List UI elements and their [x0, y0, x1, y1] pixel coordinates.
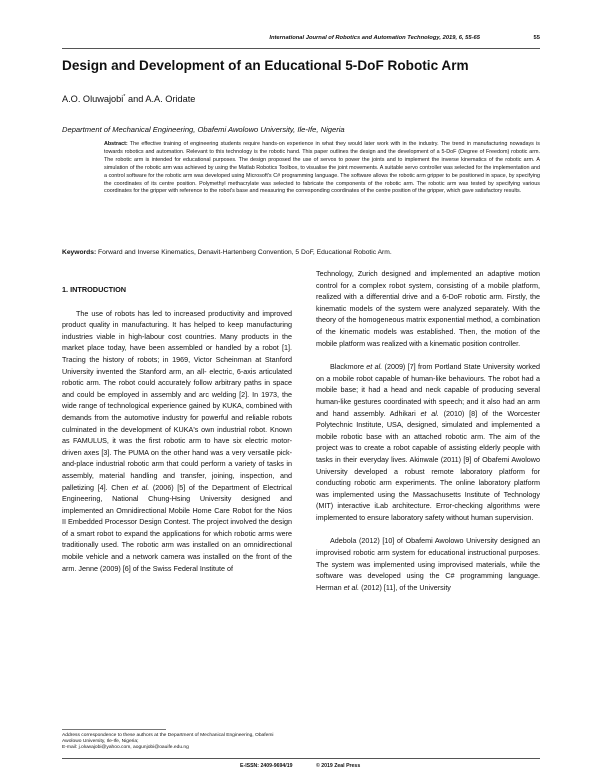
keywords-label: Keywords: [62, 249, 97, 256]
body-column-left [62, 284, 292, 574]
author-rest: and A.A. Oridate [125, 94, 196, 105]
abstract-label: Abstract: [104, 141, 128, 147]
section-heading-introduction: 1. INTRODUCTION [62, 285, 127, 294]
footnote-email: E-mail: j.oluwajobi@yahoo.com, aogunjobi@oauife.edu.ng [62, 745, 189, 751]
paragraph-text: Adebola (2012) [10] of Obafemi Awolowo University designed an improvised robotic arm system for educational instructional purposes. The system was implemented using improvised materials, while the software was developed using the C# programming language. Herman [316, 536, 540, 592]
footer-publisher: © 2019 Zeal Press [316, 763, 361, 769]
affiliation: Department of Mechanical Engineering, Obafemi Awolowo University, Ile-Ife, Nigeria [62, 125, 345, 134]
paragraph-text: (2012) [11], of the University [359, 582, 451, 592]
journal-citation: International Journal of Robotics and Automation Technology, 2019, 6, 55-65 [269, 35, 480, 41]
paragraph-text: (2006) [5] of the Department of Electrical Engineering, National Chung-Hsing University designed and implemented an Omnidirectional Mobile Home Care Robot for the Nios II Embedded Processor Design Contest. The project involved the design of a smart robot to expand the applications for which robotic arms were traditionally used. The robotic arm was installed on an omnidirectional mobile vehicle and a network camera was installed on the front of the arm. Jenne (2009) [6] of the Swiss Federal Institute of [62, 482, 292, 573]
page-number: 55 [533, 35, 540, 41]
paragraph-text: The use of robots has led to increased productivity and improved product quality in manufacturing. It has helped to keep manufacturing industries viable in high-labour cost countries. Many products in the market place today, have been assembled or handled by a robot [1]. Tracing the history of robots; in 1969, Victor Scheinman at Stanford University invented the Stanford arm, an all- electric, 6-axis articulated robotic arm. The robot could accurately follow arbitrary paths in space and could be employed in assembly and arc welding [2]. In 1973, the wide range of technological experience gained by KUKA, combined with demands from the automotive industry for powerful and reliable robots culminated in the development of KUKA's own industrial robot. Known as FAMULUS, it was the first robotic arm to have six electric motor-driven axes [3]. The PUMA on the other hand was a very versatile pick-and-place industrial robotic arm that could perform a variety of tasks in assembly, material handling and transfer, joining, inspection, and palletizing [4]. Chen [62, 308, 292, 492]
corresponding-marker: * [123, 94, 126, 100]
paragraph-intro-4 [316, 535, 540, 593]
running-header [62, 35, 540, 47]
et-al-italic: et al. [343, 582, 360, 592]
abstract [104, 141, 540, 196]
paragraph-intro-3 [316, 361, 540, 523]
footnote-rule [62, 729, 166, 730]
et-al-italic: et al. [132, 482, 150, 492]
author-list [62, 94, 195, 104]
body-column-right [316, 268, 540, 593]
correspondence-footnote [62, 733, 292, 752]
author-first: A.O. Oluwajobi [62, 94, 124, 105]
footer-rule [62, 758, 540, 759]
keywords-text: Forward and Inverse Kinematics, Denavit-Hartenberg Convention, 5 DoF, Educational Robotic Arm. [96, 249, 392, 256]
footnote-address: Address correspondence to these authors at the Department of Mechanical Engineering, Obafemi Awolowo University, Ile-Ife, Nigeria; [62, 733, 274, 745]
keywords [62, 249, 540, 256]
paper-title: Design and Development of an Educational 5-DoF Robotic Arm [62, 58, 469, 73]
abstract-text: The effective training of engineering students require hands-on experience in what they would later work with in the industry. The trend in manufacturing nowadays is towards robotics and automation. Relevant to this technology is the robotic hand. This paper outlines the design and the development of a 5-DoF (Degree of Freedom) robotic arm. The robotic arm is intended for educational purposes. The design proposed the use of servos to power the joints and to implement the inverse kinematics of the robotic arm. A simulation of the robotic arm was achieved by using the Matlab Robotics Toolbox, to visualise the joint movements. A suitable servo controller was selected for the implementation and a control software for the robotic arm was developed using Microsoft's C# programming language. The software allows the robotic arm gripper to be positioned in space, by specifying the coordinates of its centre position. Polymethyl methacrylate was selected to fabricate the components of the robotic arm. The robotic arm was tested by specifying various coordinates for the gripper with reference to the robot's base and measuring the corresponding coordinates of the centre position of the gripper, which gave satisfactory results. [104, 141, 540, 195]
paragraph-text: Blackmore [330, 362, 367, 372]
footer-issn: E-ISSN: 2409-9694/19 [240, 763, 293, 769]
paragraph-text: (2010) [8] of the Worcester Polytechnic Institute, USA, designed, simulated and implemented a mobile robotic base with an attached robotic arm. The aim of the project was to create a robot capable of assisting elderly people with tasks in their everyday lives. Akinwale (2011) [9] of Obafemi Awolowo University developed a robust remote laboratory platform for conducting robotic arm experiments. The online laboratory platform was implemented using the Massachusetts Institute of Technology (MIT) interactive iLab architecture. Error-checking algorithms were implemented to ensure laboratory safety without human supervision. [316, 408, 540, 522]
paragraph-text: (2009) [7] from Portland State University worked on a mobile robot capable of human-like behaviours. The robot had a mobile base; it had a head and neck capable of producing several human-like gestures coordinated with speech; and it also had an arm and hand assembly. Adhikari [316, 362, 540, 418]
header-rule [62, 48, 540, 49]
et-al-italic: et al. [366, 362, 383, 372]
et-al-italic: et al. [420, 408, 439, 418]
paragraph-intro-2: Technology, Zurich designed and implemented an adaptive motion control for a complex robot system, consisting of a mobile platform, realized with a differential drive and a 6-DoF robotic arm. Firstly, the kinematic models of the system were analyzed separately. With the theory of the homogeneous matrix exponential method, a combination of the kinematic models was established. Then, the motion of the mobile platform was realized with a kinematic position controller. [316, 269, 540, 348]
paragraph-intro-1 [62, 308, 292, 575]
